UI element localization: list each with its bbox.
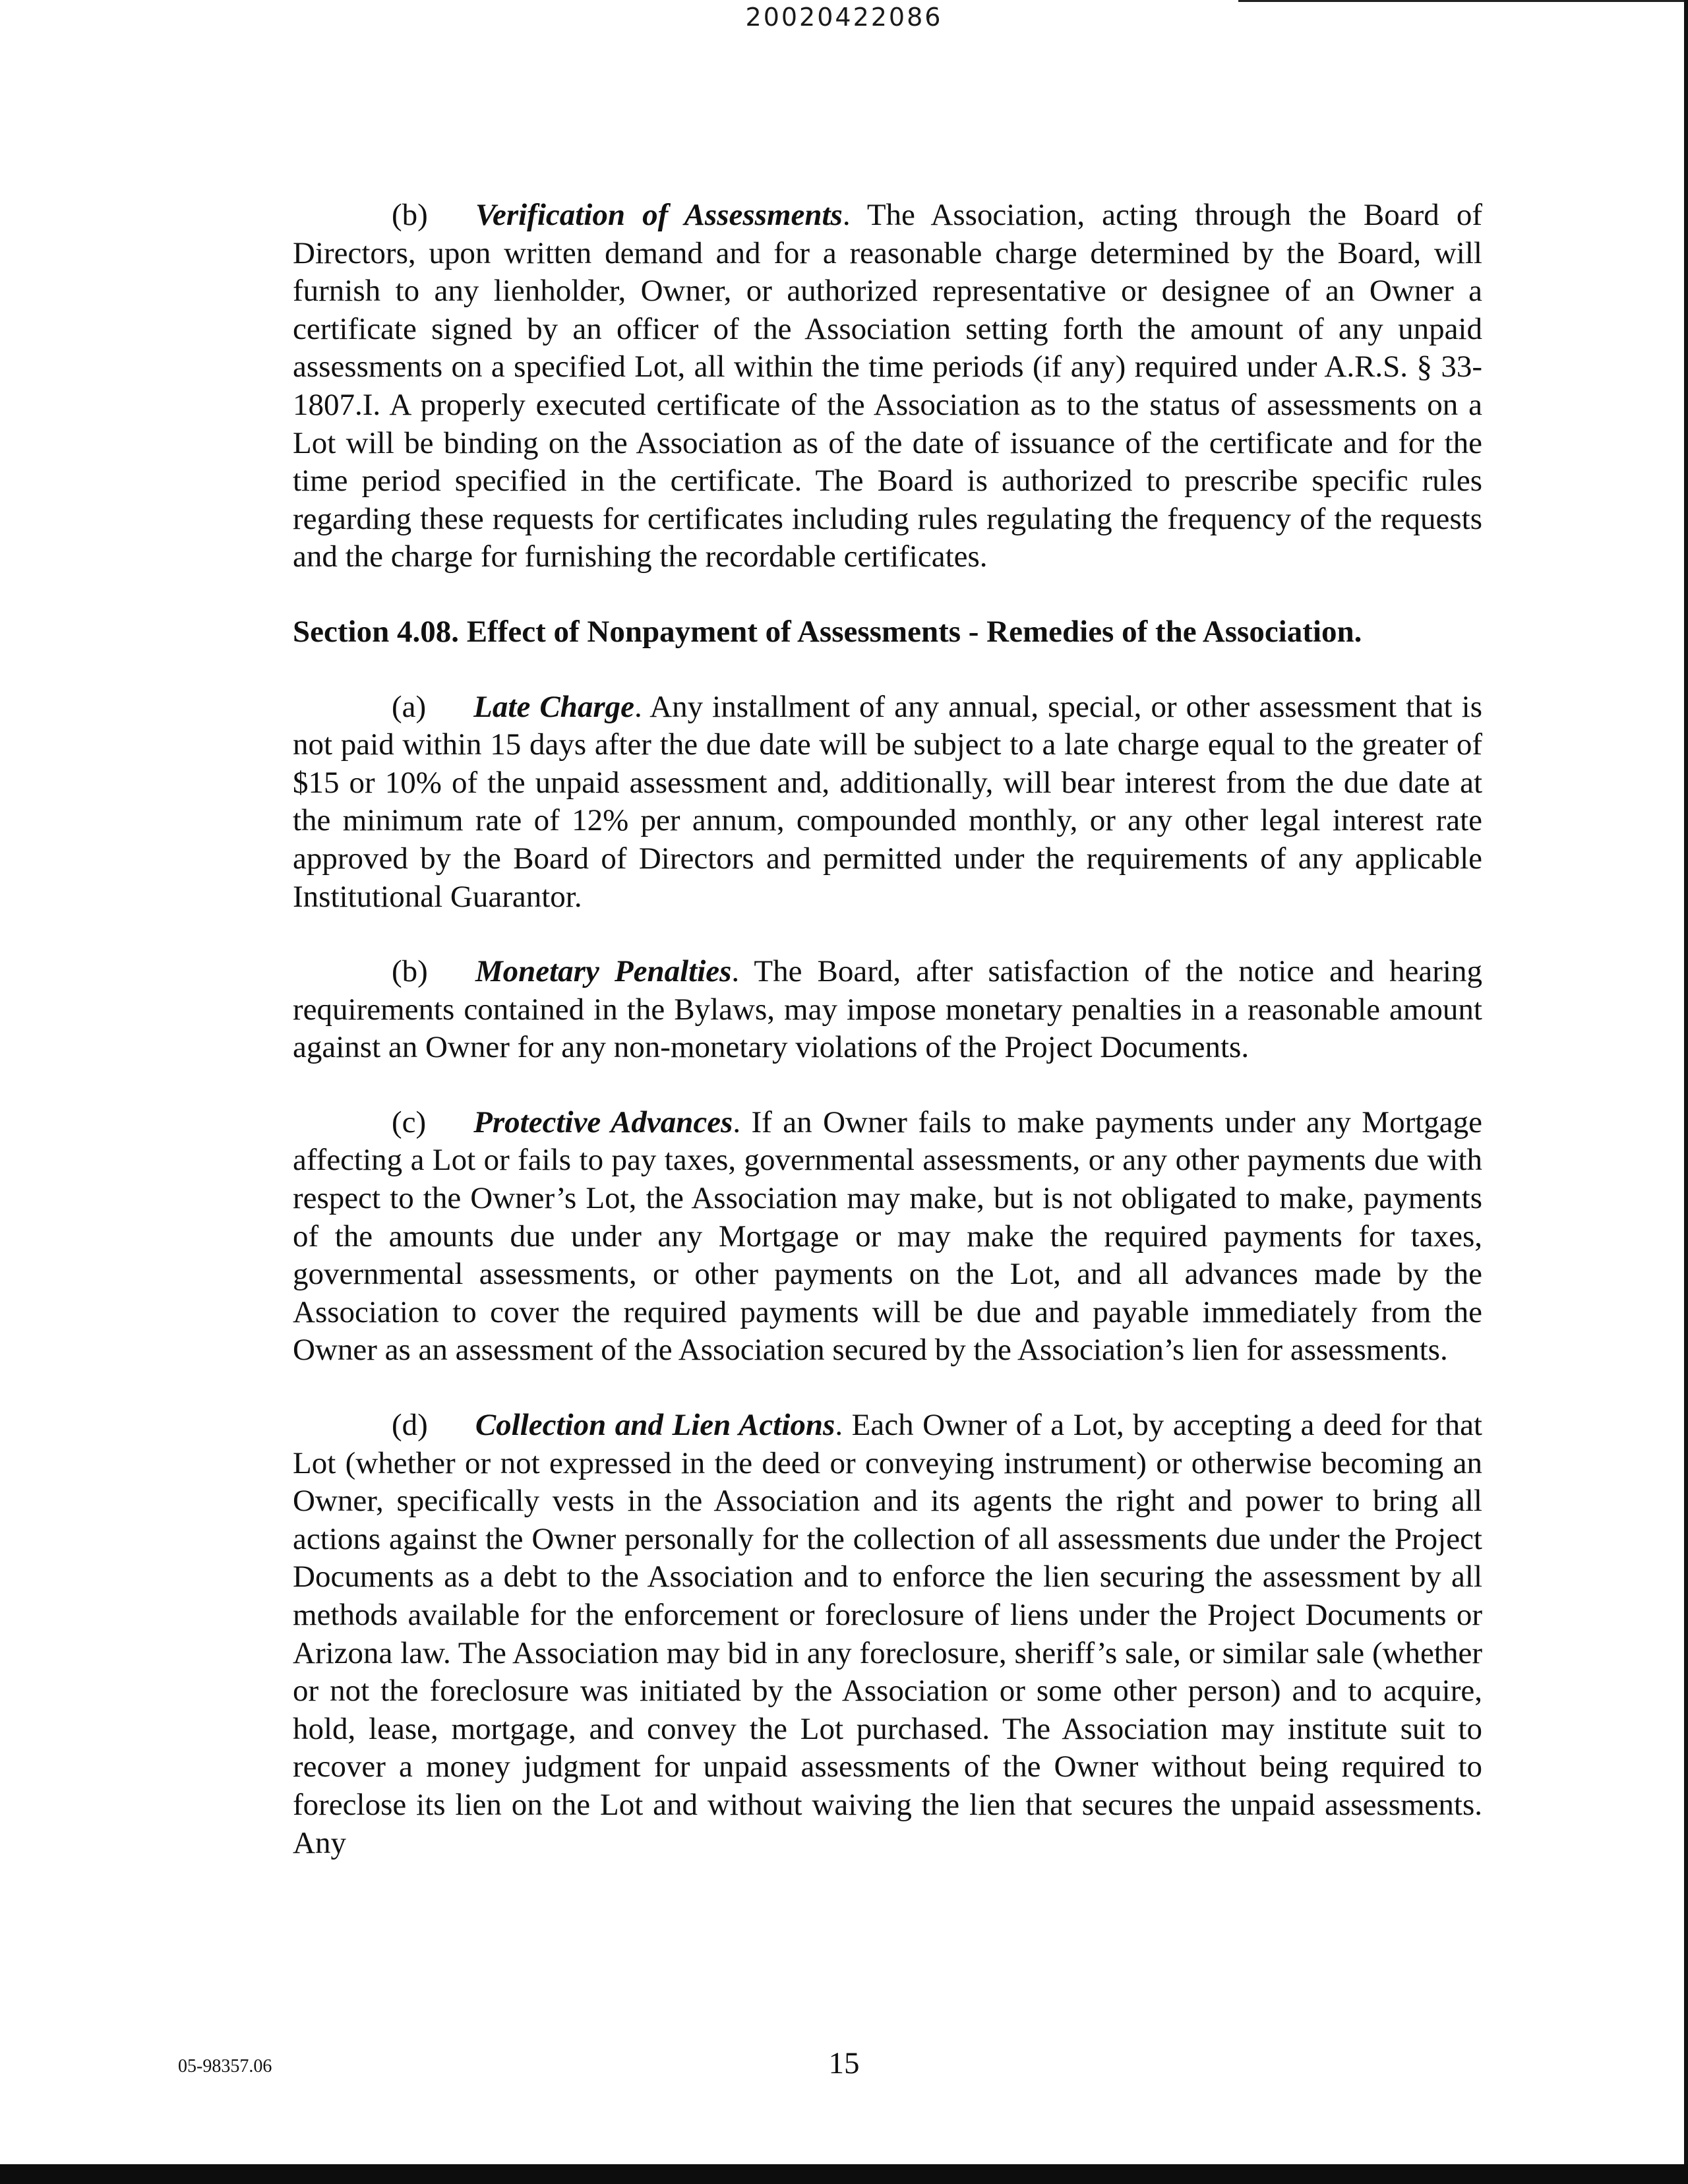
recording-number: 20020422086 <box>745 3 943 32</box>
paragraph-title: Monetary Penalties <box>475 954 732 989</box>
paragraph-text: The Association, acting through the Board of Directors, upon written demand and for a reasonable charge determined by the Board, will furnish to any lienholder, Owner, or authorized representative or designee of an Owner a certificate signed by an officer of the Association setting forth the amount of any unpaid assessments on a specified Lot, all within the time periods (if any) required under A.R.S. § 33-1807.I. A properly executed certificate of the Association as to the status of assessments on a Lot will be binding on the Association as of the date of issuance of the certificate and for the time period specified in the certificate. The Board is authorized to prescribe specific rules regarding these requests for certificates including rules regulating the frequency of the requests and the charge for furnishing the recordable certificates. <box>293 198 1482 574</box>
paragraph-label: (b) <box>392 954 428 989</box>
paragraph-monetary-penalties: (b) Monetary Penalties. The Board, after satisfaction of the notice and hearing requirements contained in the Bylaws, may impose monetary penalties in a reasonable amount against an Owner for any non-monetary violations of the Project Documents. <box>293 954 1482 1065</box>
right-edge-border <box>1684 0 1688 2184</box>
paragraph-label: (a) <box>392 689 427 724</box>
paragraph-protective-advances: (c) Protective Advances. If an Owner fails to make payments under any Mortgage affecting a Lot or fails to pay taxes, governmental assessments, or any other payments due with respect to the Owner’s Lot, the Association may make, but is not obligated to make, payments of the amounts due under any Mortgage or may make the required payments for taxes, governmental assessments, or other payments on the Lot, and all advances made by the Association to cover the required payments will be due and payable immediately from the Owner as an assessment of the Association secured by the Association’s lien for assessments. <box>293 1105 1482 1368</box>
paragraph-text: Any installment of any annual, special, or other assessment that is not paid within 15 days after the due date will be subject to a late charge equal to the greater of $15 or 10% of the unpaid assessment and, additionally, will bear interest from the due date at the minimum rate of 12% per annum, compounded monthly, or any other legal interest rate approved by the Board of Directors and permitted under the requirements of any applicable Institutional Guarantor. <box>293 689 1482 914</box>
paragraph-text: If an Owner fails to make payments under any Mortgage affecting a Lot or fails to pay taxes, governmental assessments, or any other payments due with respect to the Owner’s Lot, the Association may make, but is not obligated to make, payments of the amounts due under any Mortgage or may make the required payments for taxes, governmental assessments, or other payments on the Lot, and all advances made by the Association to cover the required payments will be due and payable immediately from the Owner as an assessment of the Association secured by the Association’s lien for assessments. <box>293 1105 1482 1368</box>
top-rule <box>1238 0 1688 2</box>
paragraph-title: Verification of Assessments <box>475 198 843 232</box>
paragraph-verification-of-assessments: (b) Verification of Assessments. The Association, acting through the Board of Directors, upon written demand and for a reasonable charge determined by the Board, will furnish to any lienholder, Owner, or authorized representative or designee of an Owner a certificate signed by an officer of the Association setting forth the amount of any unpaid assessments on a specified Lot, all within the time periods (if any) required under A.R.S. § 33-1807.I. A properly executed certificate of the Association as to the status of assessments on a Lot will be binding on the Association as of the date of issuance of the certificate and for the time period specified in the certificate. The Board is authorized to prescribe specific rules regarding these requests for certificates including rules regulating the frequency of the requests and the charge for furnishing the recordable certificates. <box>293 198 1482 574</box>
paragraph-late-charge: (a) Late Charge. Any installment of any annual, special, or other assessment that is not paid within 15 days after the due date will be subject to a late charge equal to the greater of $15 or 10% of the unpaid assessment and, additionally, will bear interest from the due date at the minimum rate of 12% per annum, compounded monthly, or any other legal interest rate approved by the Board of Directors and permitted under the requirements of any applicable Institutional Guarantor. <box>293 689 1482 914</box>
paragraph-title: Collection and Lien Actions <box>475 1408 835 1443</box>
paragraph-label: (d) <box>392 1408 428 1443</box>
paragraph-title: Late Charge <box>473 689 634 724</box>
paragraph-collection-and-lien-actions: (d) Collection and Lien Actions. Each Owner of a Lot, by accepting a deed for that Lot (whether or not expressed in the deed or conveying instrument) or otherwise becoming an Owner, specifically vests in the Association and its agents the right and power to bring all actions against the Owner personally for the collection of all assessments due under the Project Documents as a debt to the Association and to enforce the lien securing the assessment by all methods available for the enforcement or foreclosure of liens under the Project Documents or Arizona law. The Association may bid in any foreclosure, sheriff’s sale, or similar sale (whether or not the foreclosure was initiated by the Association or some other person) and to acquire, hold, lease, mortgage, and convey the Lot purchased. The Association may institute suit to recover a money judgment for unpaid assessments of the Owner without being required to foreclose its lien on the Lot and without waiving the lien that secures the unpaid assessments. Any <box>293 1408 1482 1860</box>
document-body <box>293 197 1482 1862</box>
paragraph-label: (b) <box>392 198 428 232</box>
paragraph-title: Protective Advances <box>473 1105 733 1139</box>
section-heading: Section 4.08. Effect of Nonpayment of Assessments - Remedies of the Association. <box>293 614 1362 649</box>
paragraph-text: Each Owner of a Lot, by accepting a deed for that Lot (whether or not expressed in the deed or conveying instrument) or otherwise becoming an Owner, specifically vests in the Association and its agents the right and power to bring all actions against the Owner personally for the collection of all assessments due under the Project Documents as a debt to the Association and to enforce the lien securing the assessment by all methods available for the enforcement or foreclosure of liens under the Project Documents or Arizona law. The Association may bid in any foreclosure, sheriff’s sale, or similar sale (whether or not the foreclosure was initiated by the Association or some other person) and to acquire, hold, lease, mortgage, and convey the Lot purchased. The Association may institute suit to recover a money judgment for unpaid assessments of the Owner without being required to foreclose its lien on the Lot and without waiving the lien that secures the unpaid assessments. Any <box>293 1408 1482 1860</box>
document-number: 05-98357.06 <box>178 2056 272 2077</box>
paragraph-label: (c) <box>392 1105 427 1139</box>
page-number: 15 <box>828 2046 860 2080</box>
paragraph-text: The Board, after satisfaction of the notice and hearing requirements contained in the Bylaws, may impose monetary penalties in a reasonable amount against an Owner for any non-monetary violations of the Project Documents. <box>293 954 1482 1065</box>
bottom-scan-border <box>0 2164 1688 2184</box>
